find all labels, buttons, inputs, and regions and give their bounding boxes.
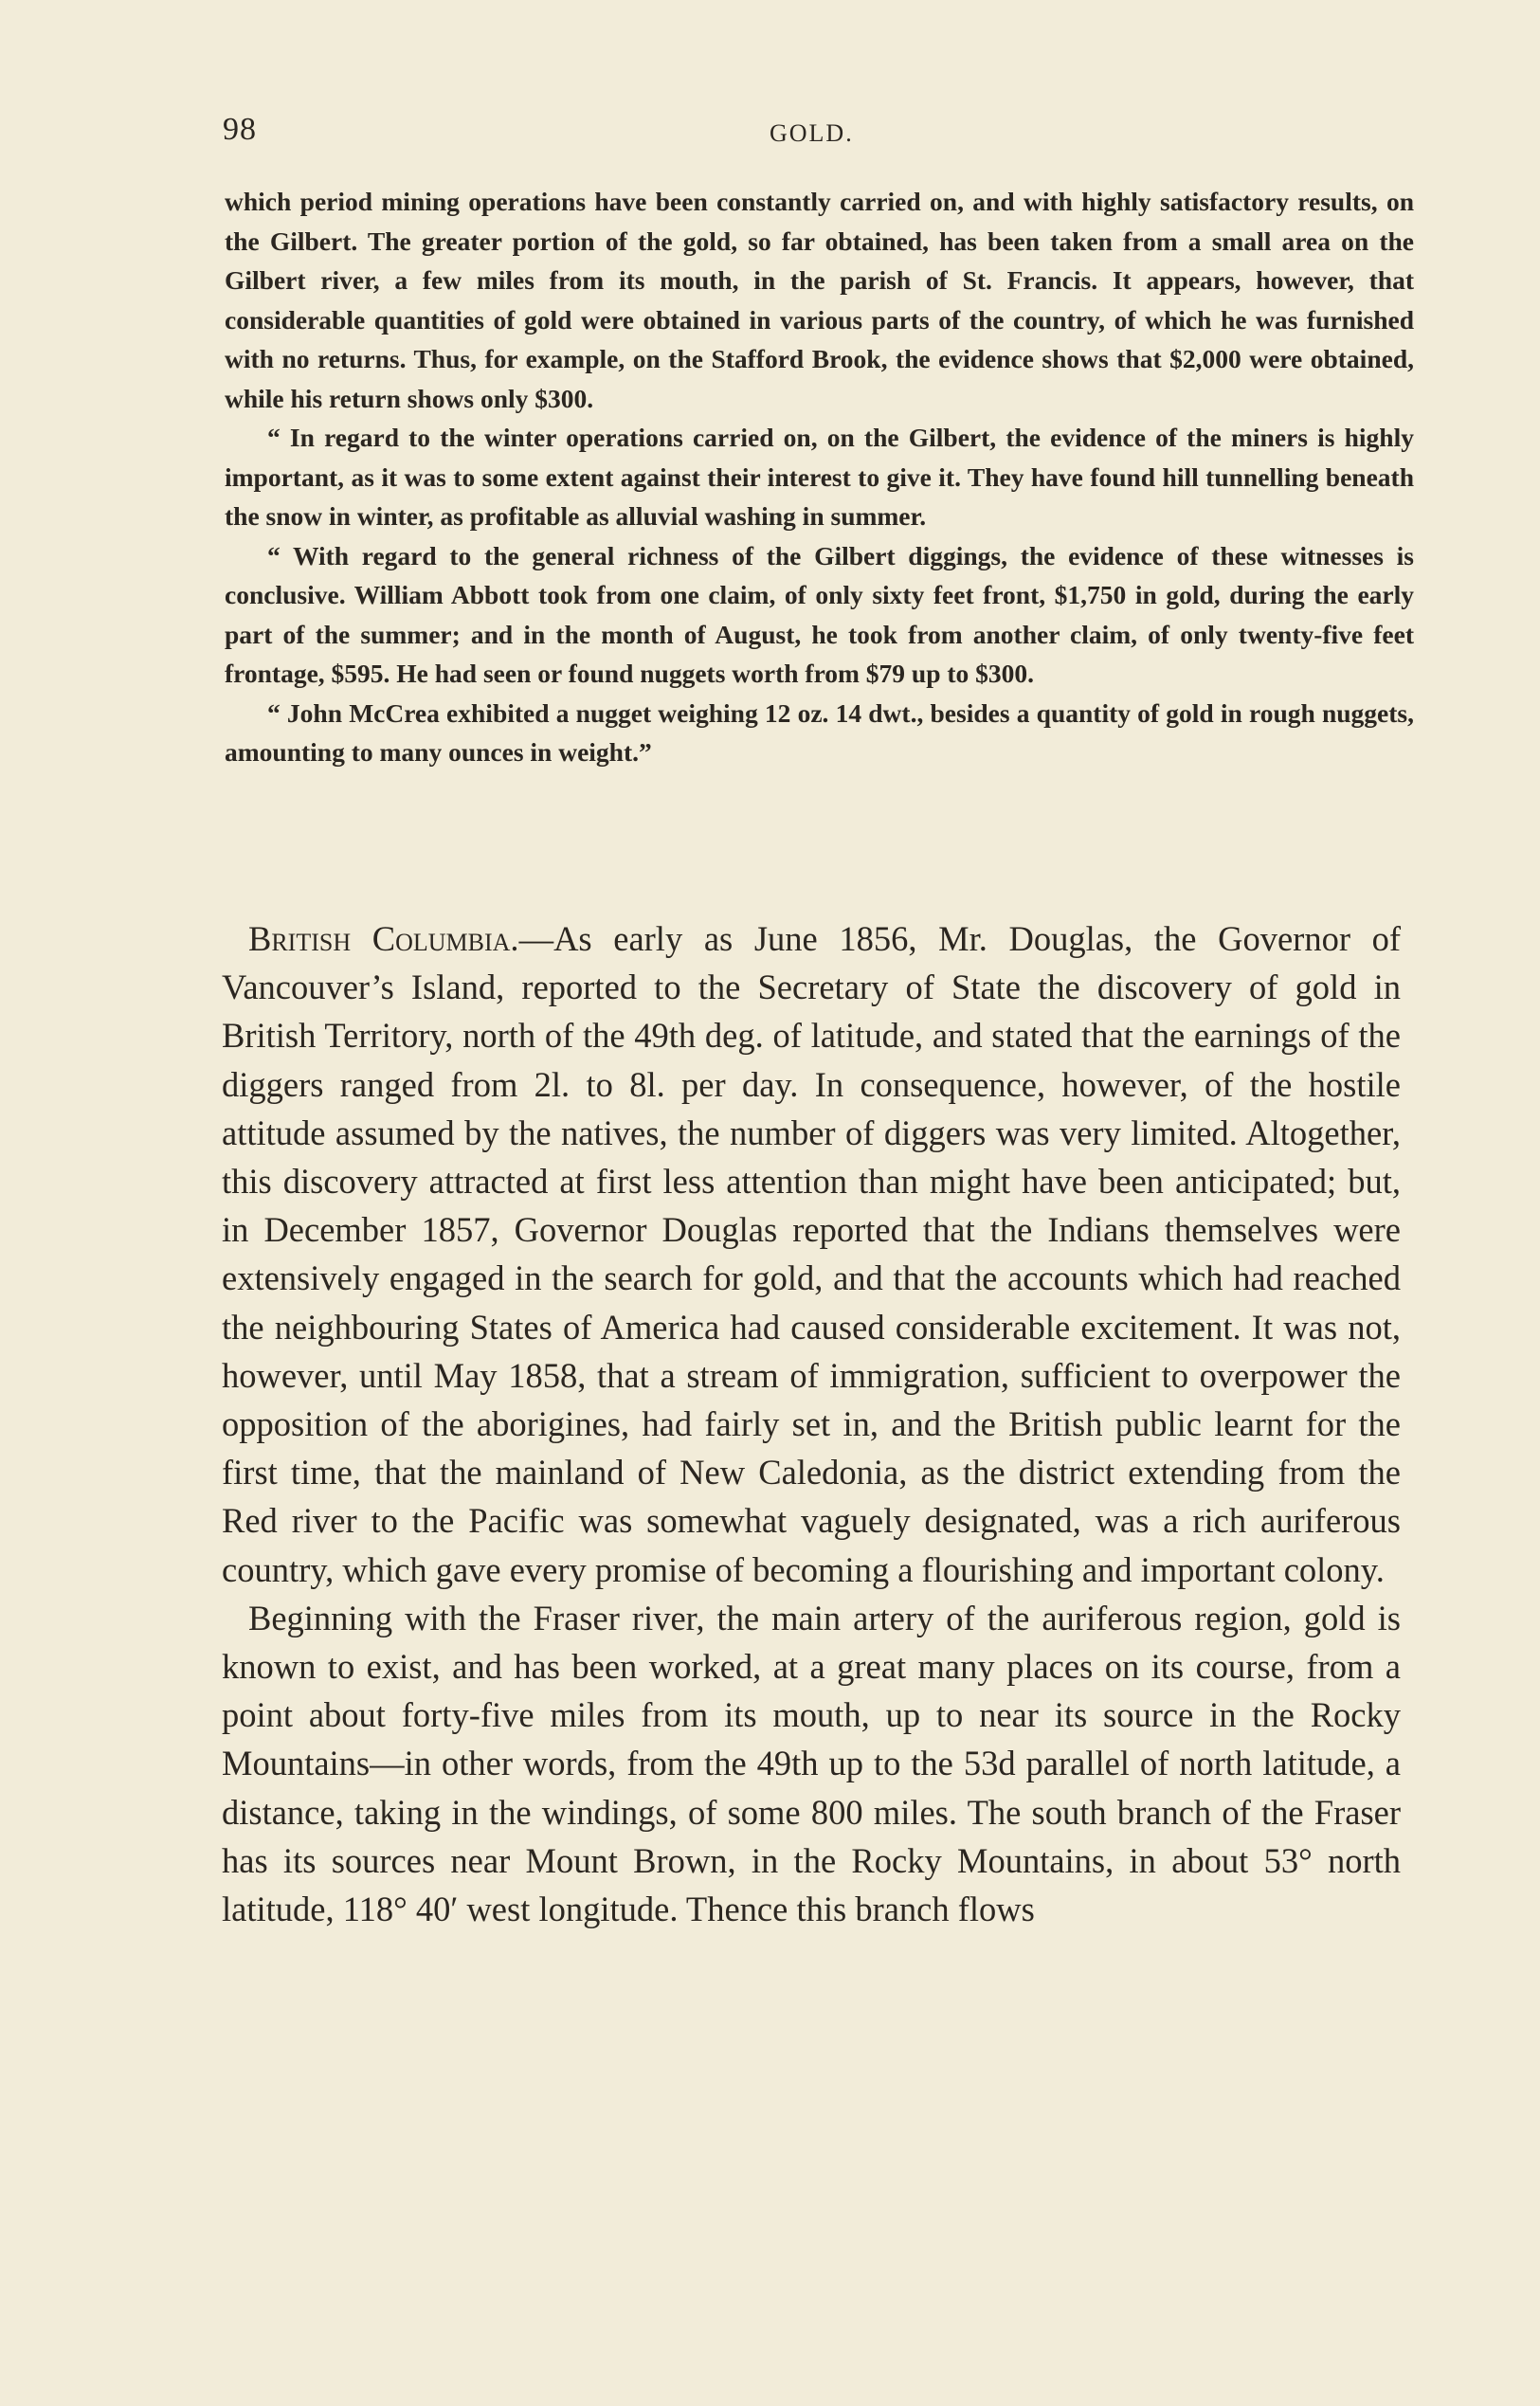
page-header (223, 112, 1398, 159)
quote-paragraph: which period mining operations have been constantly carried on, and with highly satisfactory results, on the Gilbert. The greater portion of the gold, so far obtained, has been taken from a small area on the Gilbert river, a few miles from its mouth, in the parish of St. Francis. It appears, however, that considerable quantities of gold were obtained in various parts of the country, of which he was furnished with no returns. Thus, for example, on the Stafford Brook, the evidence shows that $2,000 were obtained, while his return shows only $300. (225, 187, 1414, 413)
body-paragraph (222, 914, 1401, 1594)
paragraph-text: —As early as June 1856, Mr. Douglas, the Governor of Vancouver’s Island, reported to the Secretary of State the discovery of gold in British Territory, north of the 49th deg. of latitude, and stated that the earnings of the diggers ranged from 2l. to 8l. per day. In consequence, however, of the hostile attitude assumed by the natives, the number of diggers was very limited. Altogether, this discovery attracted at first less attention than might have been anticipated; but, in December 1857, Governor Douglas reported that the Indians themselves were extensively engaged in the search for gold, and that the accounts which had reached the neighbouring States of America had caused considerable excitement. It was not, however, until May 1858, that a stream of immigration, sufficient to overpower the opposition of the aborigines, had fairly set in, and the British public learnt for the first time, that the mainland of New Caledonia, as the district extending from the Red river to the Pacific was somewhat vaguely designated, was a rich auriferous country, which gave every promise of becoming a flourishing and important colony. (222, 919, 1402, 1589)
quote-paragraph: “ In regard to the winter operations carried on, on the Gilbert, the evidence of the miners is highly important, as it was to some extent against their interest to give it. They have found hill tunnelling beneath the snow in winter, as profitable as alluvial washing in summer. (225, 423, 1414, 531)
page-number: 98 (223, 112, 257, 147)
quoted-report (225, 182, 1414, 772)
running-head: GOLD. (770, 119, 854, 147)
quote-paragraph: “ John McCrea exhibited a nugget weighing 12 oz. 14 dwt., besides a quantity of gold in rough nuggets, amounting to many ounces in weight.” (225, 697, 1414, 767)
main-text (222, 914, 1401, 1933)
quote-paragraph: “ With regard to the general richness of the Gilbert diggings, the evidence of these witnesses is conclusive. William Abbott took from one claim, of only sixty feet front, $1,750 in gold, during the early part of the summer; and in the month of August, he took from another claim, of only twenty-five feet frontage, $595. He had seen or found nuggets worth from $79 up to $300. (225, 540, 1414, 688)
body-paragraph: Beginning with the Fraser river, the main artery of the auriferous region, gold is known to exist, and has been worked, at a great many places on its course, from a point about forty-five miles from its mouth, up to near its source in the Rocky Mountains—in other words, from the 49th up to the 53d parallel of north latitude, a distance, taking in the windings, of some 800 miles. The south branch of the Fraser has its sources near Mount Brown, in the Rocky Mountains, in about 53° north latitude, 118° 40′ west longitude. Thence this branch flows (222, 1598, 1401, 1929)
section-heading: British Columbia. (248, 919, 519, 958)
